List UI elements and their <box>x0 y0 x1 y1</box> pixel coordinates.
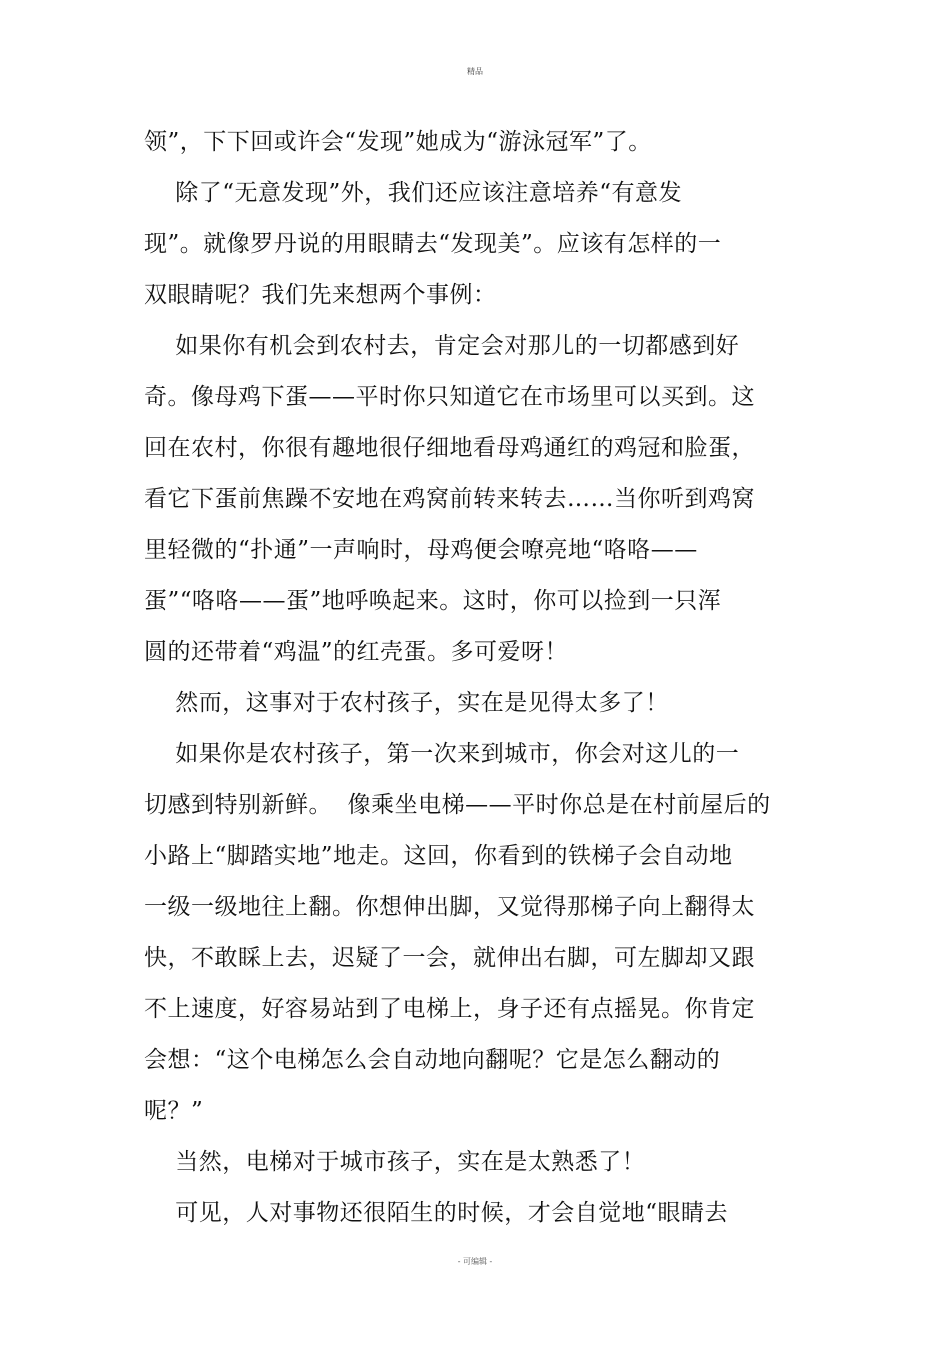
text-line: 回在农村，你很有趣地很仔细地看母鸡通红的鸡冠和脸蛋， <box>144 435 755 461</box>
text-line: 圆的还带着“鸡温”的红壳蛋。多可爱呀！ <box>144 639 569 665</box>
text-line: 看它下蛋前焦躁不安地在鸡窝前转来转去……当你听到鸡窝 <box>144 486 755 512</box>
text-line: 如果你是农村孩子，第一次来到城市，你会对这儿的一 <box>144 741 740 767</box>
text-line: 切感到特别新鲜。 像乘坐电梯——平时你总是在村前屋后的 <box>144 792 771 818</box>
text-line: 快，不敢睬上去，迟疑了一会，就伸出右脚，可左脚却又跟 <box>144 945 755 971</box>
text-line: 除了“无意发现”外，我们还应该注意培养“有意发 <box>144 180 683 206</box>
text-line: 呢？” <box>144 1098 204 1124</box>
text-line: 当然，电梯对于城市孩子，实在是太熟悉了！ <box>144 1149 646 1175</box>
text-line: 小路上“脚踏实地”地走。这回，你看到的铁梯子会自动地 <box>144 843 733 869</box>
text-line: 然而，这事对于农村孩子，实在是见得太多了！ <box>144 690 669 716</box>
text-line: 现”。就像罗丹说的用眼睛去“发现美”。应该有怎样的一 <box>144 231 722 257</box>
text-line: 可见，人对事物还很陌生的时候，才会自觉地“眼睛去 <box>144 1200 729 1226</box>
page-header: 精品 <box>467 67 483 76</box>
text-line: 一级一级地往上翻。你想伸出脚，又觉得那梯子向上翻得太 <box>144 894 755 920</box>
text-line: 领”，下下回或许会“发现”她成为“游泳冠军”了。 <box>144 129 652 155</box>
text-line: 不上速度，好容易站到了电梯上，身子还有点摇晃。你肯定 <box>144 996 755 1022</box>
text-line: 里轻微的“扑通”一声响时，母鸡便会嘹亮地“咯咯—— <box>144 537 698 563</box>
page-footer: - 可编辑 - <box>457 1257 493 1266</box>
text-line: 如果你有机会到农村去，肯定会对那儿的一切都感到好 <box>144 333 740 359</box>
text-line: 双眼睛呢？我们先来想两个事例： <box>144 282 497 308</box>
text-line: 奇。像母鸡下蛋——平时你只知道它在市场里可以买到。这 <box>144 384 755 410</box>
text-line: 会想：“这个电梯怎么会自动地向翻呢？它是怎么翻动的 <box>144 1047 721 1073</box>
text-line: 蛋”“咯咯——蛋”地呼唤起来。这时，你可以捡到一只浑 <box>144 588 722 614</box>
